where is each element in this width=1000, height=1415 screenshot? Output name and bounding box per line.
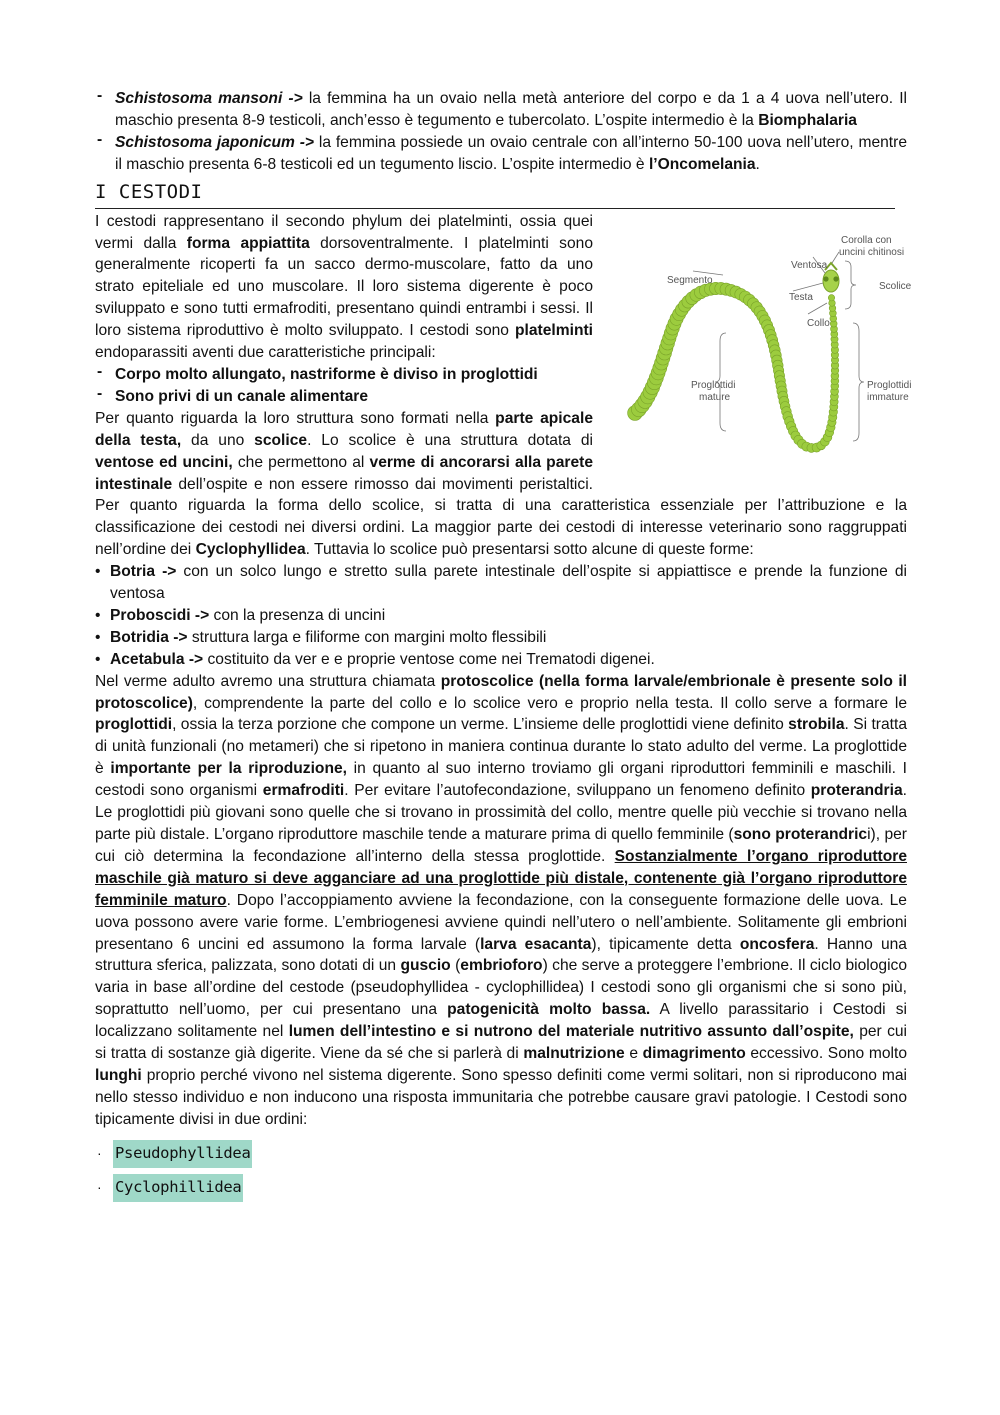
label-immature: Proglottidi <box>867 379 911 391</box>
list-item: - Schistosoma japonicum -> la femmina possiede un ovaio centrale con all’interno 50-100 uova nell’utero, mentre il maschio presenta 6-8 testicoli ed un tegumento liscio. L’ospite intermedio è l’Oncomelania. <box>95 132 907 176</box>
label-mature: mature <box>699 391 731 403</box>
label-scolice: Scolice <box>879 280 911 292</box>
worm-segment <box>828 294 834 300</box>
bullet-dot: · <box>97 1144 102 1161</box>
label-segmento: Segmento <box>667 274 713 286</box>
label-mature: Proglottidi <box>691 379 736 391</box>
paragraph: I cestodi rappresentano il secondo phylum dei platelminti, ossia quei vermi dalla forma appiattita dorsoventralmente. I platelminti sono generalmente ricoperti fa un sacco dermo-muscolare, fatto da uno strato epiteliale ed uno muscolare. Il loro sistema digerente è poco sviluppato e sono tutti ermafroditi, presentano quindi entrambi i sessi. Il loro sistema riproduttivo è molto sviluppato. I cestodi sono platelminti endoparassiti aventi due caratteristiche principali: <box>95 212 593 362</box>
tapeworm-diagram <box>613 213 911 483</box>
list-item: - Corpo molto allungato, nastriforme è diviso in proglottidi <box>95 364 907 386</box>
list-item: • Acetabula -> costituito da ver e e proprie ventose come nei Trematodi digenei. <box>95 649 907 671</box>
paragraph: Per quanto riguarda la loro struttura sono formati nella parte apicale della testa, da uno scolice. Lo scolice è una struttura dotata di ventose ed uncini, che permettono al verme di ancorarsi alla parete intestinale dell’ospite e non essere rimosso dai movimenti peristaltici. Per quanto riguarda la forma dello scolice, si tratta di una caratteristica essenziale per l’attribuzione e la classificazione dei cestodi nei diversi ordini. La maggior parte dei cestodi di interesse veterinario sono raggruppati nell’ordine dei Cyclophyllidea. Tuttavia lo scolice può presentarsi sotto alcune di queste forme: <box>95 409 907 559</box>
label-testa: Testa <box>789 291 813 303</box>
label-ventosa: Ventosa <box>791 259 828 271</box>
list-item: - Schistosoma mansoni -> la femmina ha un ovaio nella metà anteriore del corpo e da 1 a 4 uova nell’utero. Il maschio presenta 8-9 testicoli, anch’esso è tegumento e tubercolato. L’ospite intermedio è la Biomphalaria <box>95 88 907 132</box>
sucker <box>823 276 828 281</box>
scolex-forms-list <box>95 561 907 671</box>
document-page <box>95 88 911 1205</box>
label-corolla: Corolla con <box>841 234 892 246</box>
sucker <box>833 276 838 281</box>
section-heading: I CESTODI <box>95 180 203 203</box>
bullet-dot: · <box>97 1178 102 1195</box>
list-item <box>95 1171 907 1205</box>
label-corolla: uncini chitinosi <box>839 246 905 258</box>
schistosoma-list <box>95 88 907 176</box>
paragraph: Nel verme adulto avremo una struttura chiamata protoscolice (nella forma larvale/embrionale è presente solo il protoscolice), comprendente la parte del collo e lo scolice vero e proprio nella testa. Il collo serve a formare le proglottidi, ossia la terza porzione che compone un verme. L’insieme delle proglottidi viene definito strobila. Si tratta di unità funzionali (no metameri) che si ripetono in maniera continua durante lo stato adulto del verme. La proglottide è importante per la riproduzione, in quanto al suo interno troviamo gli organi riproduttori femminili e maschili. I cestodi sono organismi ermafroditi. Per evitare l’autofecondazione, sviluppano un fenomeno definito proterandria. Le proglottidi più giovani sono quelle che si trovano in prossimità del collo, mentre quelle più vecchie si trovano nella parte più distale. L’organo riproduttore maschile tende a maturare prima di quello femminile (sono proterandrici), per cui ciò determina la fecondazione all’interno della stessa proglottide. Sostanzialmente l’organo riproduttore maschile già maturo si deve agganciare ad una proglottide più distale, contenente già l’organo riproduttore femminile maturo. Dopo l’accoppiamento avviene la fecondazione, con la conseguente formazione delle uova. Le uova possono avere varie forme. L’embriogenesi avviene quindi nell’utero o nell’ambiente. Solitamente gli embrioni presentano 6 uncini ed assumono la forma larvale (larva esacanta), tipicamente detta oncosfera. Hanno una struttura sferica, palizzata, sono dotati di un guscio (embrioforo) che serve a proteggere l’embrione. Il ciclo biologico varia in base all’ordine del cestode (pseudophyllidea - cyclophillidea) I cestodi sono gli organismi che si sono più, soprattutto nell’uomo, per cui presentano una patogenicità molto bassa. A livello parassitario i Cestodi si localizzano solitamente nel lumen dell’intestino e si nutrono del materiale nutritivo assunto dall’ospite, per cui si tratta di sostanze già digerite. Viene da sé che si parlerà di malnutrizione e dimagrimento eccessivo. Sono molto lunghi proprio perché vivono nel sistema digerente. Sono spesso definiti come vermi solitari, non si riproducono mai nello stesso individuo e non inducono una risposta immunitaria che potrebbe causare gravi patologie. I Cestodi sono tipicamente divisi in due ordini: <box>95 672 908 1128</box>
tapeworm-figure <box>613 213 911 483</box>
label-immature: immature <box>867 391 909 403</box>
orders-list <box>95 1137 907 1205</box>
list-item <box>95 1137 907 1171</box>
list-item: • Botridia -> struttura larga e filiforme con margini molto flessibili <box>95 627 907 649</box>
list-item: • Proboscidi -> con la presenza di uncini <box>95 605 907 627</box>
label-collo: Collo <box>807 317 830 329</box>
list-item: - Sono privi di un canale alimentare <box>95 386 907 408</box>
highlighted-order: Cyclophillidea <box>113 1174 243 1202</box>
highlighted-order: Pseudophyllidea <box>113 1140 252 1168</box>
characteristics-list <box>95 364 907 408</box>
heading-divider <box>95 208 895 209</box>
list-item: • Botria -> con un solco lungo e stretto sulla parete intestinale dell’ospite si appiattisce e prende la funzione di ventosa <box>95 561 907 605</box>
